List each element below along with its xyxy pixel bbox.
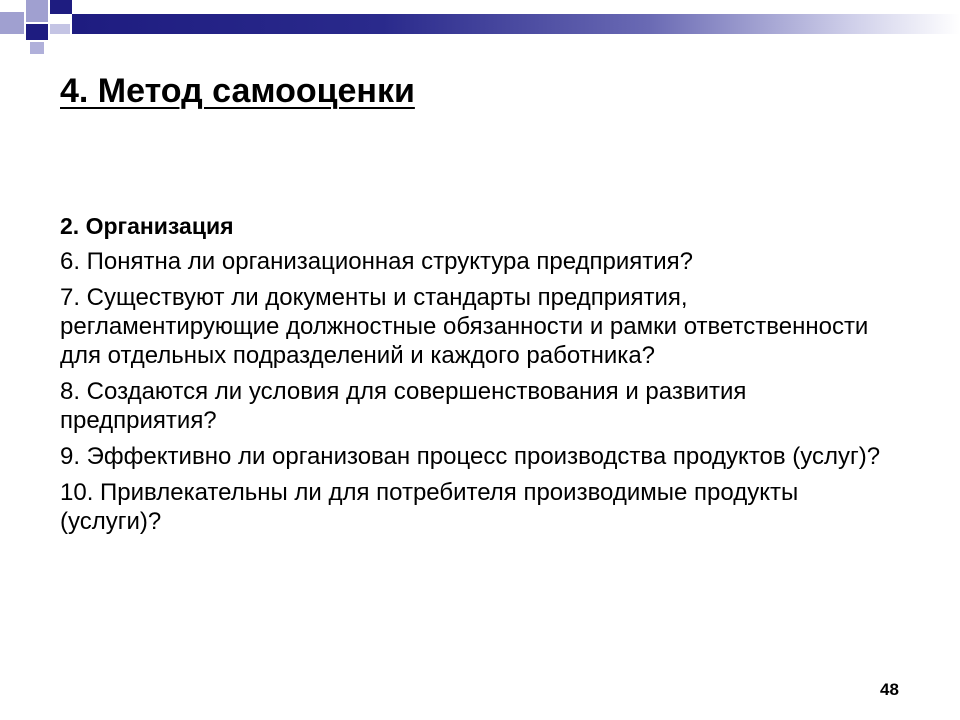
decor-square	[26, 0, 48, 22]
slide-title: 4. Метод самооценки	[60, 72, 415, 110]
question-item: 9. Эффективно ли организован процесс производства продуктов (услуг)?	[60, 443, 881, 470]
question-item: 10. Привлекательны ли для потребителя производимые продукты (услуги)?	[60, 479, 799, 535]
question-item: 6. Понятна ли организационная структура предприятия?	[60, 248, 694, 275]
slide-content	[60, 212, 900, 543]
decor-square	[50, 0, 72, 14]
page-number: 48	[880, 680, 899, 699]
decor-square	[50, 24, 70, 34]
section-heading: 2. Организация	[60, 213, 234, 239]
question-item: 8. Создаются ли условия для совершенствования и развития предприятия?	[60, 378, 747, 434]
decor-square	[30, 42, 44, 54]
top-gradient-bar	[72, 14, 960, 34]
question-item: 7. Существуют ли документы и стандарты предприятия, регламентирующие должностные обязанности и рамки ответственности для отдельных подразделений и каждого работника?	[60, 284, 869, 369]
decor-square	[26, 24, 48, 40]
decor-square	[0, 12, 24, 34]
